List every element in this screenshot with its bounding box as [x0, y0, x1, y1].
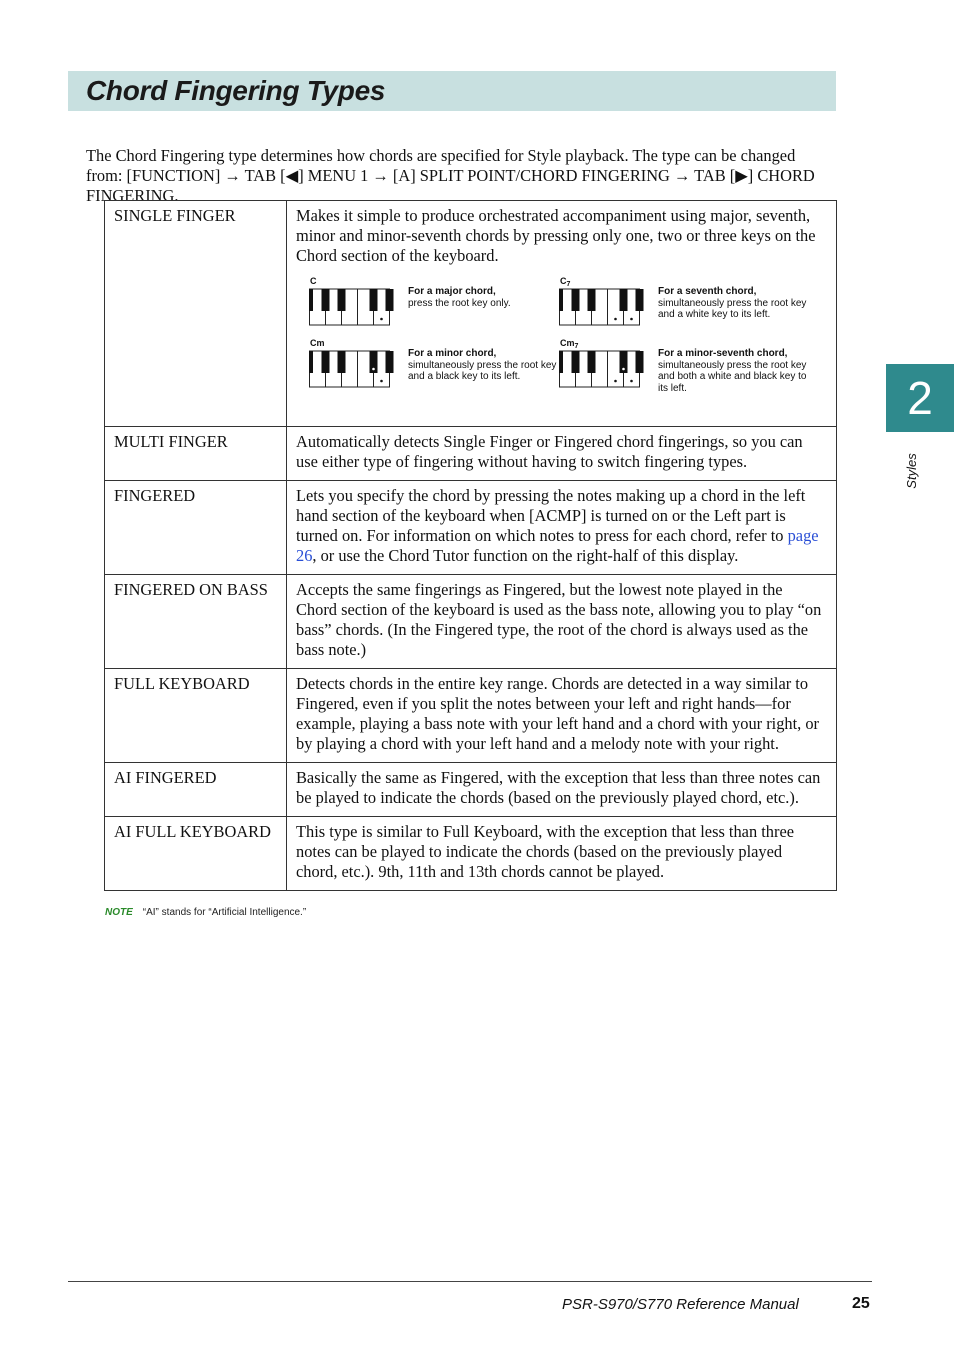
chord-name: Cm — [310, 338, 325, 348]
table-row — [105, 427, 837, 481]
type-description: Lets you specify the chord by pressing the notes making up a chord in the left hand section of the keyboard when [ACMP] is turned on or the Left part is turned on. For information on which notes to press for each chord, refer to page 26, or use the Chord Tutor function on the right-half of this display. — [287, 481, 837, 575]
type-name: AI FINGERED — [105, 763, 287, 817]
pressed-key-dot — [622, 368, 625, 371]
footer-manual-title: PSR-S970/S770 Reference Manual — [562, 1296, 799, 1313]
chord-description: For a major chord, press the root key only. — [408, 286, 511, 309]
black-key — [386, 351, 394, 373]
black-key — [309, 351, 313, 373]
keyboard-diagram — [558, 350, 648, 388]
black-key — [572, 351, 580, 373]
pressed-key-dot — [380, 380, 383, 383]
type-name: FINGERED ON BASS — [105, 575, 287, 669]
keyboard-diagram — [308, 350, 398, 388]
black-key — [559, 289, 563, 311]
pressed-key-dot — [372, 368, 375, 371]
type-description: Accepts the same fingerings as Fingered, but the lowest note played in the Chord section of the keyboard is used as the bass note, allowing you to play “on bass” chords. (In the Fingered type, the root of the chord is always used as the bass note.) — [287, 575, 837, 669]
keyboard-diagram — [308, 288, 398, 326]
black-key — [588, 351, 596, 373]
note-tag: NOTE — [105, 907, 133, 918]
type-name: MULTI FINGER — [105, 427, 287, 481]
chord-diagrams — [296, 276, 827, 418]
chord-diagram-seventh — [558, 276, 820, 338]
type-name: FULL KEYBOARD — [105, 669, 287, 763]
black-key — [636, 351, 644, 373]
table-row — [105, 817, 837, 891]
black-key — [322, 289, 330, 311]
footer-page-number: 25 — [852, 1295, 870, 1312]
table-row — [105, 481, 837, 575]
black-key — [338, 351, 346, 373]
chapter-number-tab: 2 — [886, 364, 954, 432]
chord-description: For a minor-seventh chord, simultaneously press the root key and both a white and black key to its left. — [658, 348, 807, 394]
black-key — [636, 289, 644, 311]
type-name: AI FULL KEYBOARD — [105, 817, 287, 891]
type-description: Makes it simple to produce orchestrated accompaniment using major, seventh, minor and minor-seventh chords by pressing only one, two or three keys on the Chord section of the keyboard. — [296, 206, 816, 265]
type-description: Automatically detects Single Finger or Fingered chord fingerings, so you can use either type of fingering without having to switch fingering types. — [287, 427, 837, 481]
chord-name: C — [310, 276, 317, 286]
black-key — [559, 351, 563, 373]
type-name: SINGLE FINGER — [105, 201, 287, 427]
pressed-key-dot — [630, 380, 633, 383]
section-title-bar — [68, 71, 836, 111]
page-26-link[interactable]: page 26 — [296, 526, 819, 565]
type-name: FINGERED — [105, 481, 287, 575]
type-description: Detects chords in the entire key range. Chords are detected in a way similar to Fingered, even if you split the notes between your left and right hands—for example, playing a bass note with your left hand and a chord with your right, or by playing a chord with your left hand and a melody note with your right. — [287, 669, 837, 763]
black-key — [309, 289, 313, 311]
type-description: This type is similar to Full Keyboard, with the exception that less than three notes can be played to indicate the chords (based on the previously played chord, etc.). 9th, 11th and 13th chords cannot be played. — [287, 817, 837, 891]
black-key — [386, 289, 394, 311]
intro-paragraph: The Chord Fingering type determines how chords are specified for Style playback. The type can be changed from: [FUNCTION] → TAB [◀] MENU 1 → [A] SPLIT POINT/CHORD FINGERING → TAB [▶] CHORD FINGERING. — [86, 146, 815, 206]
note-text: “AI” stands for “Artificial Intelligence.” — [142, 907, 307, 918]
note — [105, 906, 306, 920]
black-key — [338, 289, 346, 311]
pressed-key-dot — [380, 318, 383, 321]
chord-description: For a minor chord, simultaneously press the root key and a black key to its left. — [408, 348, 557, 382]
table-row — [105, 201, 837, 427]
pressed-key-dot — [614, 318, 617, 321]
chord-name: $C_7$ — [560, 276, 571, 288]
chord-description: For a seventh chord, simultaneously press the root key and a white key to its left. — [658, 286, 807, 320]
chord-diagram-minor-seventh — [558, 338, 820, 400]
black-key — [370, 289, 378, 311]
table-row — [105, 669, 837, 763]
type-description-cell — [287, 201, 837, 427]
table-row — [105, 575, 837, 669]
page-title: Chord Fingering Types — [86, 75, 386, 106]
black-key — [588, 289, 596, 311]
pressed-key-dot — [630, 318, 633, 321]
chord-fingering-table — [104, 200, 837, 891]
chord-diagram-major — [308, 276, 570, 338]
keyboard-diagram — [558, 288, 648, 326]
type-description: Basically the same as Fingered, with the exception that less than three notes can be played to indicate the chords (based on the previously played chord, etc.). — [287, 763, 837, 817]
pressed-key-dot — [614, 380, 617, 383]
chapter-label: Styles — [904, 453, 919, 489]
table-row — [105, 763, 837, 817]
black-key — [620, 289, 628, 311]
black-key — [572, 289, 580, 311]
footer-rule — [68, 1281, 872, 1282]
black-key — [322, 351, 330, 373]
chord-diagram-minor — [308, 338, 570, 400]
chord-name: $Cm_7$ — [560, 338, 579, 350]
